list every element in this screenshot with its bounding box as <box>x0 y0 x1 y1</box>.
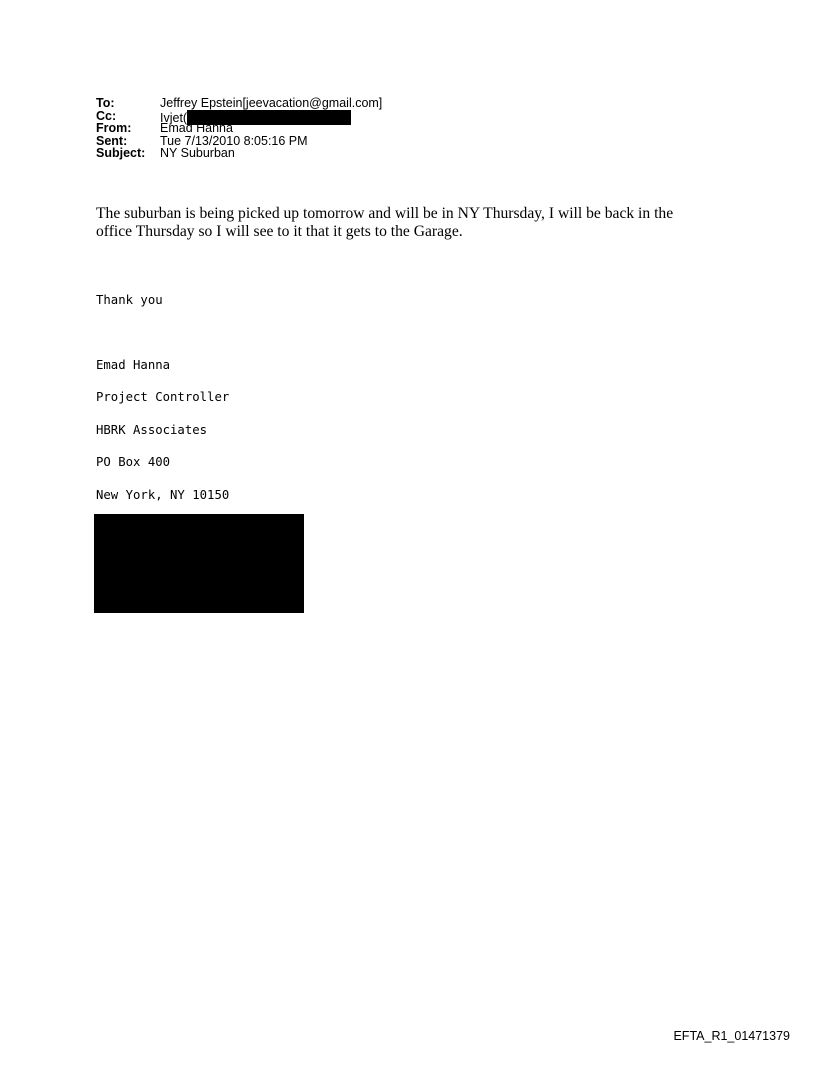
redaction-block <box>94 514 304 613</box>
subject-label: Subject: <box>96 146 146 161</box>
signature-company: HBRK Associates <box>96 423 208 437</box>
signature-po-box: PO Box 400 <box>96 455 171 469</box>
email-body <box>96 205 736 240</box>
document-id: EFTA_R1_01471379 <box>673 1029 790 1043</box>
cc-value: Ivjet( <box>160 110 188 125</box>
signature-thanks: Thank you <box>96 293 163 307</box>
sent-label: Sent: <box>96 133 128 148</box>
subject-value: NY Suburban <box>160 146 235 161</box>
sent-value: Tue 7/13/2010 8:05:16 PM <box>160 133 308 148</box>
to-label: To: <box>96 96 115 110</box>
from-value: Emad Hanna <box>160 121 233 136</box>
body-line-1: The suburban is being picked up tomorrow and will be in NY Thursday, I will be back in the <box>96 205 674 222</box>
from-label: From: <box>96 121 132 136</box>
signature-name: Emad Hanna <box>96 358 171 372</box>
signature-city: New York, NY 10150 <box>96 488 230 502</box>
signature-title: Project Controller <box>96 390 230 404</box>
cc-label: Cc: <box>96 108 117 123</box>
to-value: Jeffrey Epstein[jeevacation@gmail.com] <box>160 96 383 110</box>
body-line-2: office Thursday so I will see to it that it gets to the Garage. <box>96 222 463 240</box>
